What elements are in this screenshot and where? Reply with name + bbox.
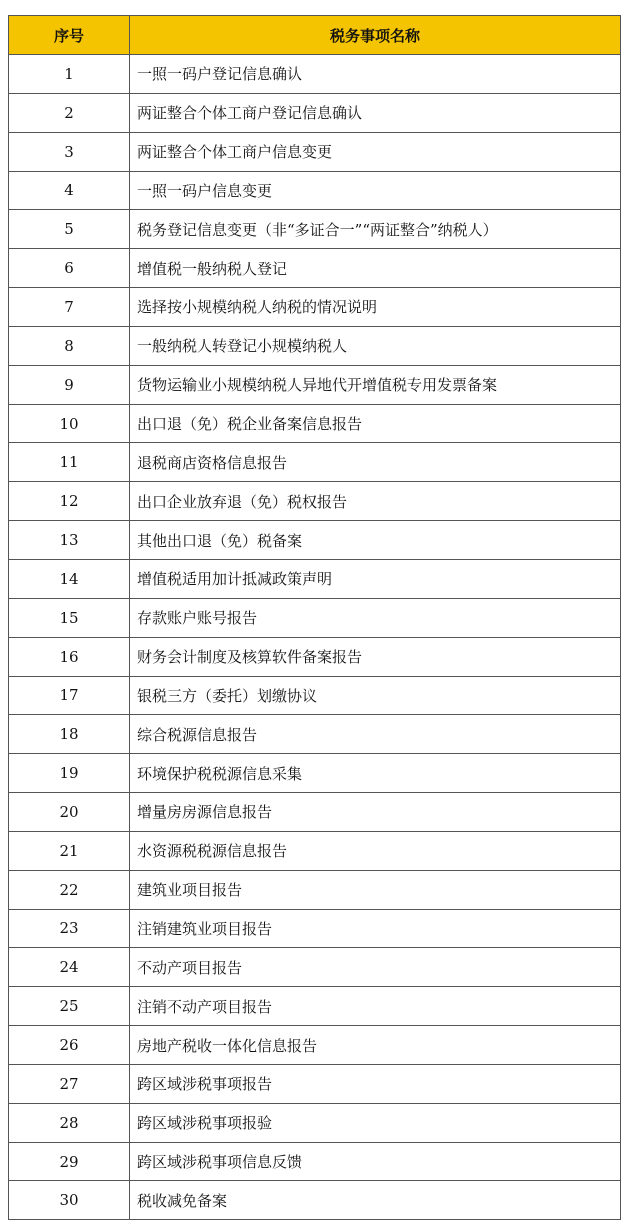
table-row [9, 1064, 621, 1103]
row-tax-item-name: 水资源税税源信息报告 [130, 831, 621, 870]
row-serial-number: 12 [9, 482, 130, 521]
row-tax-item-name: 税务登记信息变更（非“多证合一”“两证整合”纳税人） [130, 210, 621, 249]
row-serial-number: 17 [9, 676, 130, 715]
table-row [9, 637, 621, 676]
row-serial-number: 13 [9, 521, 130, 560]
row-serial-number: 14 [9, 559, 130, 598]
row-tax-item-name: 货物运输业小规模纳税人异地代开增值税专用发票备案 [130, 365, 621, 404]
table-row [9, 404, 621, 443]
table-row [9, 132, 621, 171]
row-tax-item-name: 跨区域涉税事项报验 [130, 1103, 621, 1142]
table-row [9, 754, 621, 793]
table-row [9, 909, 621, 948]
row-serial-number: 9 [9, 365, 130, 404]
row-tax-item-name: 退税商店资格信息报告 [130, 443, 621, 482]
row-serial-number: 8 [9, 326, 130, 365]
table-row [9, 715, 621, 754]
row-serial-number: 27 [9, 1064, 130, 1103]
table-row [9, 288, 621, 327]
row-tax-item-name: 其他出口退（免）税备案 [130, 521, 621, 560]
row-tax-item-name: 一照一码户登记信息确认 [130, 55, 621, 94]
row-tax-item-name: 增值税适用加计抵减政策声明 [130, 559, 621, 598]
table-row [9, 249, 621, 288]
row-tax-item-name: 增量房房源信息报告 [130, 793, 621, 832]
table-body [9, 55, 621, 1220]
table-row [9, 210, 621, 249]
row-serial-number: 3 [9, 132, 130, 171]
row-serial-number: 21 [9, 831, 130, 870]
table-row [9, 598, 621, 637]
row-serial-number: 20 [9, 793, 130, 832]
table-row [9, 171, 621, 210]
row-serial-number: 1 [9, 55, 130, 94]
row-serial-number: 25 [9, 987, 130, 1026]
table-header [9, 16, 621, 55]
table-row [9, 1103, 621, 1142]
row-serial-number: 6 [9, 249, 130, 288]
row-serial-number: 29 [9, 1142, 130, 1181]
row-serial-number: 4 [9, 171, 130, 210]
header-tax-item-name: 税务事项名称 [130, 16, 621, 55]
row-tax-item-name: 两证整合个体工商户信息变更 [130, 132, 621, 171]
row-tax-item-name: 跨区域涉税事项信息反馈 [130, 1142, 621, 1181]
table-row [9, 987, 621, 1026]
table-row [9, 1026, 621, 1065]
row-tax-item-name: 增值税一般纳税人登记 [130, 249, 621, 288]
row-serial-number: 22 [9, 870, 130, 909]
row-serial-number: 5 [9, 210, 130, 249]
row-tax-item-name: 财务会计制度及核算软件备案报告 [130, 637, 621, 676]
table-row [9, 676, 621, 715]
row-tax-item-name: 出口退（免）税企业备案信息报告 [130, 404, 621, 443]
row-tax-item-name: 不动产项目报告 [130, 948, 621, 987]
row-tax-item-name: 银税三方（委托）划缴协议 [130, 676, 621, 715]
row-tax-item-name: 税收减免备案 [130, 1181, 621, 1220]
tax-items-table-wrapper [8, 15, 620, 1220]
row-serial-number: 28 [9, 1103, 130, 1142]
row-serial-number: 19 [9, 754, 130, 793]
table-row [9, 482, 621, 521]
row-serial-number: 2 [9, 93, 130, 132]
table-row [9, 365, 621, 404]
table-row [9, 93, 621, 132]
row-tax-item-name: 存款账户账号报告 [130, 598, 621, 637]
table-row [9, 1181, 621, 1220]
row-tax-item-name: 环境保护税税源信息采集 [130, 754, 621, 793]
row-serial-number: 30 [9, 1181, 130, 1220]
table-row [9, 559, 621, 598]
row-tax-item-name: 选择按小规模纳税人纳税的情况说明 [130, 288, 621, 327]
row-serial-number: 23 [9, 909, 130, 948]
row-serial-number: 10 [9, 404, 130, 443]
table-row [9, 521, 621, 560]
table-row [9, 443, 621, 482]
table-row [9, 831, 621, 870]
tax-items-table [8, 15, 621, 1220]
table-row [9, 870, 621, 909]
row-tax-item-name: 注销不动产项目报告 [130, 987, 621, 1026]
row-serial-number: 18 [9, 715, 130, 754]
row-tax-item-name: 跨区域涉税事项报告 [130, 1064, 621, 1103]
row-serial-number: 16 [9, 637, 130, 676]
table-row [9, 793, 621, 832]
table-row [9, 55, 621, 94]
row-tax-item-name: 一般纳税人转登记小规模纳税人 [130, 326, 621, 365]
row-serial-number: 26 [9, 1026, 130, 1065]
row-serial-number: 11 [9, 443, 130, 482]
row-serial-number: 24 [9, 948, 130, 987]
row-tax-item-name: 注销建筑业项目报告 [130, 909, 621, 948]
row-tax-item-name: 一照一码户信息变更 [130, 171, 621, 210]
row-tax-item-name: 建筑业项目报告 [130, 870, 621, 909]
row-tax-item-name: 出口企业放弃退（免）税权报告 [130, 482, 621, 521]
row-tax-item-name: 综合税源信息报告 [130, 715, 621, 754]
header-serial-number: 序号 [9, 16, 130, 55]
table-row [9, 326, 621, 365]
table-row [9, 948, 621, 987]
row-tax-item-name: 房地产税收一体化信息报告 [130, 1026, 621, 1065]
row-tax-item-name: 两证整合个体工商户登记信息确认 [130, 93, 621, 132]
row-serial-number: 15 [9, 598, 130, 637]
table-row [9, 1142, 621, 1181]
row-serial-number: 7 [9, 288, 130, 327]
header-row [9, 16, 621, 55]
